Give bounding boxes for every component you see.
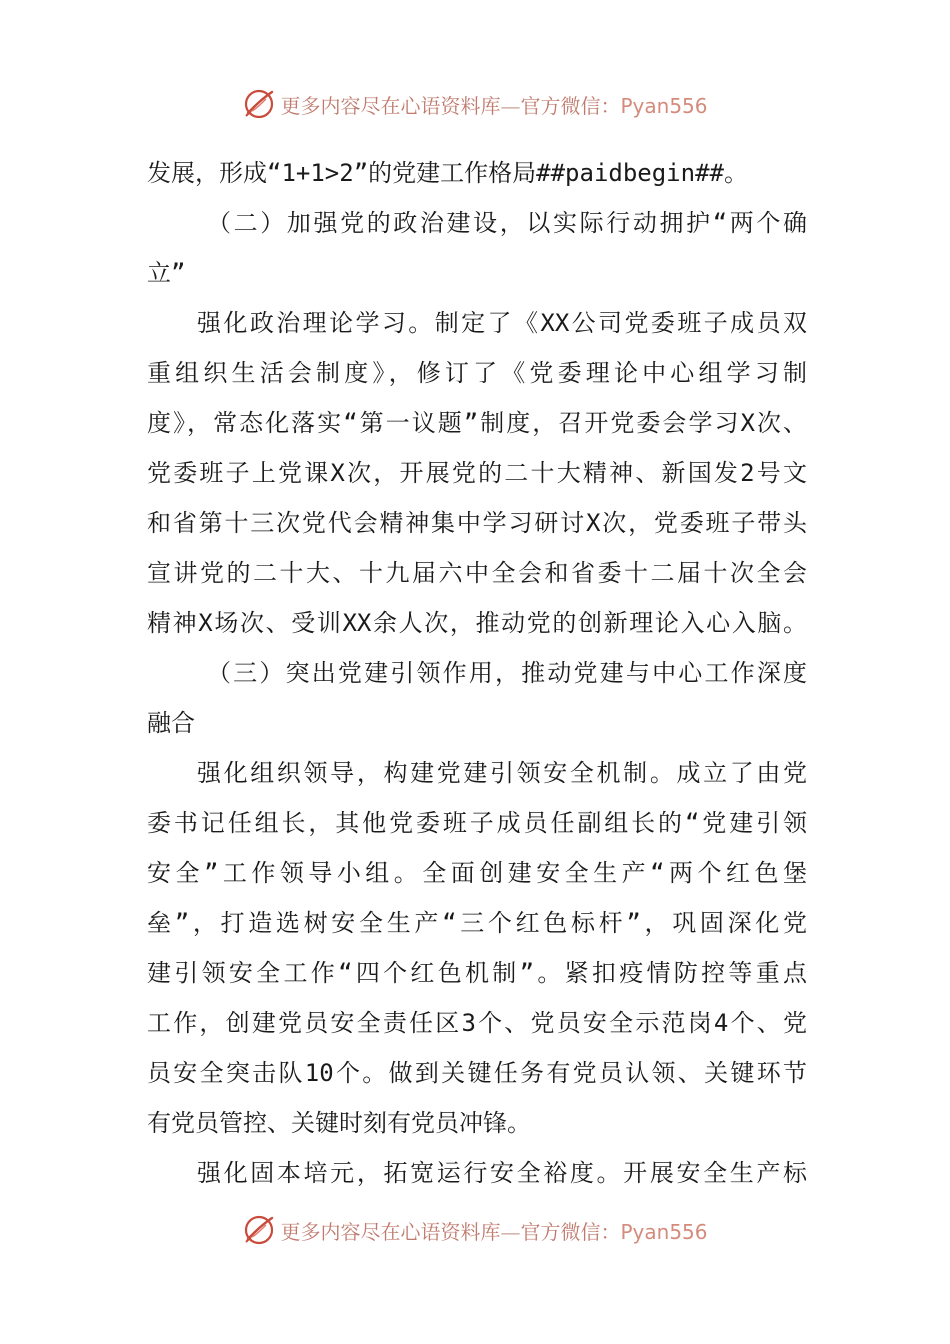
paragraph-line: 宣讲党的二十大、十九届六中全会和省委十二届十次全会	[147, 559, 807, 587]
paragraph-line: 和省第十三次党代会精神集中学习研讨X次，党委班子带头	[147, 509, 807, 537]
watermark-banner-top	[0, 84, 950, 124]
section-heading-cont: 融合	[147, 709, 195, 737]
section-heading: （三）突出党建引领作用，推动党建与中心工作深度	[207, 659, 807, 687]
document-body	[147, 148, 807, 1198]
paragraph-line: 党委班子上党课X次，开展党的二十大精神、新国发2号文	[147, 459, 807, 487]
paragraph-line: 员安全突击队10个。做到关键任务有党员认领、关键环节	[147, 1059, 807, 1087]
paragraph-line: 有党员管控、关键时刻有党员冲锋。	[147, 1109, 531, 1137]
paragraph-line: 精神X场次、受训XX余人次，推动党的创新理论入心入脑。	[147, 609, 807, 637]
paragraph-line: 重组织生活会制度》，修订了《党委理论中心组学习制	[147, 359, 807, 387]
section-heading-cont: 立”	[147, 259, 186, 287]
watermark-text: 更多内容尽在心语资料库—官方微信：Pyan556	[280, 1219, 708, 1244]
paragraph-line: 强化固本培元，拓宽运行安全裕度。开展安全生产标	[197, 1159, 807, 1187]
paragraph-line: 安全”工作领导小组。全面创建安全生产“两个红色堡	[147, 859, 807, 887]
watermark-text: 更多内容尽在心语资料库—官方微信：Pyan556	[280, 93, 708, 118]
text-line: 发展，形成“1+1>2”的党建工作格局##paidbegin##。	[147, 159, 748, 187]
paragraph-line: 委书记任组长，其他党委班子成员任副组长的“党建引领	[147, 809, 807, 837]
pen-logo-icon	[242, 87, 276, 121]
pen-logo-icon	[242, 1213, 276, 1247]
paragraph-line: 强化政治理论学习。制定了《XX公司党委班子成员双	[197, 309, 807, 337]
paragraph-line: 度》，常态化落实“第一议题”制度，召开党委会学习X次、	[147, 409, 807, 437]
paragraph-line: 垒”，打造选树安全生产“三个红色标杆”，巩固深化党	[147, 909, 807, 937]
watermark-banner-bottom	[0, 1210, 950, 1250]
paragraph-line: 强化组织领导，构建党建引领安全机制。成立了由党	[197, 759, 807, 787]
section-heading: （二）加强党的政治建设，以实际行动拥护“两个确	[207, 209, 807, 237]
paragraph-line: 建引领安全工作“四个红色机制”。紧扣疫情防控等重点	[147, 959, 807, 987]
paragraph-line: 工作，创建党员安全责任区3个、党员安全示范岗4个、党	[147, 1009, 807, 1037]
